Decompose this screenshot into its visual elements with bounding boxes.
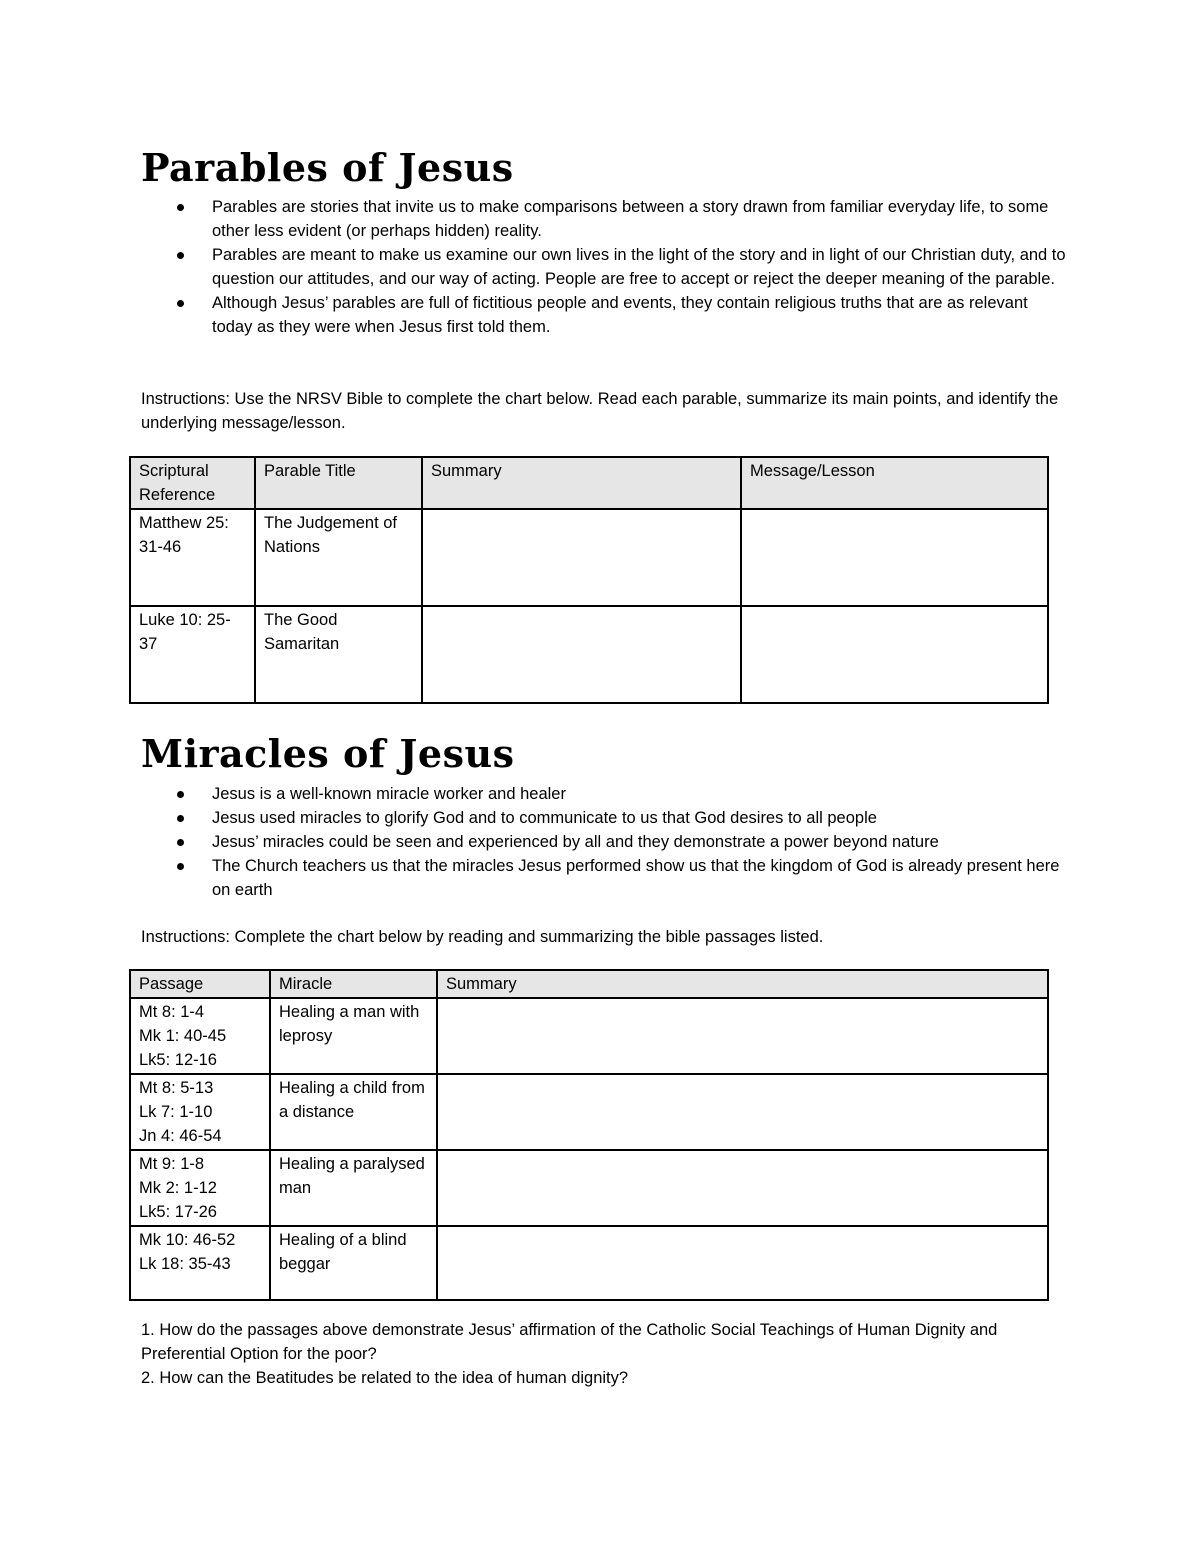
- summary-cell[interactable]: [437, 1150, 1048, 1226]
- summary-cell[interactable]: [437, 1074, 1048, 1150]
- column-header: Summary: [422, 457, 741, 509]
- list-item: Jesus’ miracles could be seen and experienced by all and they demonstrate a power beyond nature: [141, 830, 1071, 854]
- message-cell[interactable]: [741, 606, 1048, 703]
- miracles-instructions: Instructions: Complete the chart below by reading and summarizing the bible passages listed.: [141, 928, 824, 946]
- miracles-table: [129, 969, 1049, 1301]
- question-1: 1. How do the passages above demonstrate Jesus’ affirmation of the Catholic Social Teachings of Human Dignity and Preferential Option for the poor?: [141, 1321, 998, 1363]
- bullet-icon: [177, 204, 184, 211]
- table-row: [130, 1074, 1048, 1150]
- column-header: Summary: [437, 970, 1048, 998]
- list-item: Parables are meant to make us examine our own lives in the light of the story and in light of our Christian duty, and to question our attitudes, and our way of acting. People are free to accept or reject the deeper meaning of the parable.: [141, 243, 1071, 291]
- title-cell: The Judgement of Nations: [255, 509, 422, 606]
- summary-cell[interactable]: [422, 509, 741, 606]
- list-item: The Church teachers us that the miracles Jesus performed show us that the kingdom of God is already present here on earth: [141, 854, 1071, 902]
- bullet-icon: [177, 839, 184, 846]
- question-2: 2. How can the Beatitudes be related to the idea of human dignity?: [141, 1369, 629, 1387]
- passage-cell: Mk 10: 46-52 Lk 18: 35-43: [130, 1226, 270, 1300]
- reference-cell: Luke 10: 25-37: [130, 606, 255, 703]
- miracle-cell: Healing a paralysed man: [270, 1150, 437, 1226]
- list-item: Parables are stories that invite us to make comparisons between a story drawn from familiar everyday life, to some other less evident (or perhaps hidden) reality.: [141, 195, 1071, 243]
- table-row: [130, 509, 1048, 606]
- summary-cell[interactable]: [437, 1226, 1048, 1300]
- parables-heading: Parables of Jesus: [141, 145, 514, 190]
- table-row: [130, 1226, 1048, 1300]
- list-item: Jesus is a well-known miracle worker and healer: [141, 782, 1071, 806]
- miracles-bullet-list: [141, 782, 1071, 902]
- parables-table: [129, 456, 1049, 704]
- miracles-heading: Miracles of Jesus: [141, 731, 515, 776]
- summary-cell[interactable]: [422, 606, 741, 703]
- passage-cell: Mt 8: 5-13 Lk 7: 1-10 Jn 4: 46-54: [130, 1074, 270, 1150]
- column-header: Passage: [130, 970, 270, 998]
- column-header: Scriptural Reference: [130, 457, 255, 509]
- miracle-cell: Healing of a blind beggar: [270, 1226, 437, 1300]
- table-row: [130, 1150, 1048, 1226]
- summary-cell[interactable]: [437, 998, 1048, 1074]
- questions-block: [141, 1318, 1071, 1390]
- list-item: Jesus used miracles to glorify God and to communicate to us that God desires to all people: [141, 806, 1071, 830]
- column-header: Message/Lesson: [741, 457, 1048, 509]
- bullet-icon: [177, 300, 184, 307]
- table-header-row: [130, 457, 1048, 509]
- bullet-icon: [177, 791, 184, 798]
- miracle-cell: Healing a man with leprosy: [270, 998, 437, 1074]
- bullet-icon: [177, 863, 184, 870]
- column-header: Parable Title: [255, 457, 422, 509]
- title-cell: The Good Samaritan: [255, 606, 422, 703]
- passage-cell: Mt 8: 1-4 Mk 1: 40-45 Lk5: 12-16: [130, 998, 270, 1074]
- table-row: [130, 998, 1048, 1074]
- list-item: Although Jesus’ parables are full of fictitious people and events, they contain religious truths that are as relevant today as they were when Jesus first told them.: [141, 291, 1071, 339]
- parables-bullet-list: [141, 195, 1071, 339]
- passage-cell: Mt 9: 1-8 Mk 2: 1-12 Lk5: 17-26: [130, 1150, 270, 1226]
- reference-cell: Matthew 25: 31-46: [130, 509, 255, 606]
- message-cell[interactable]: [741, 509, 1048, 606]
- column-header: Miracle: [270, 970, 437, 998]
- parables-instructions: Instructions: Use the NRSV Bible to complete the chart below. Read each parable, summarize its main points, and identify the underlying message/lesson.: [141, 390, 1059, 432]
- table-header-row: [130, 970, 1048, 998]
- miracle-cell: Healing a child from a distance: [270, 1074, 437, 1150]
- bullet-icon: [177, 815, 184, 822]
- bullet-icon: [177, 252, 184, 259]
- table-row: [130, 606, 1048, 703]
